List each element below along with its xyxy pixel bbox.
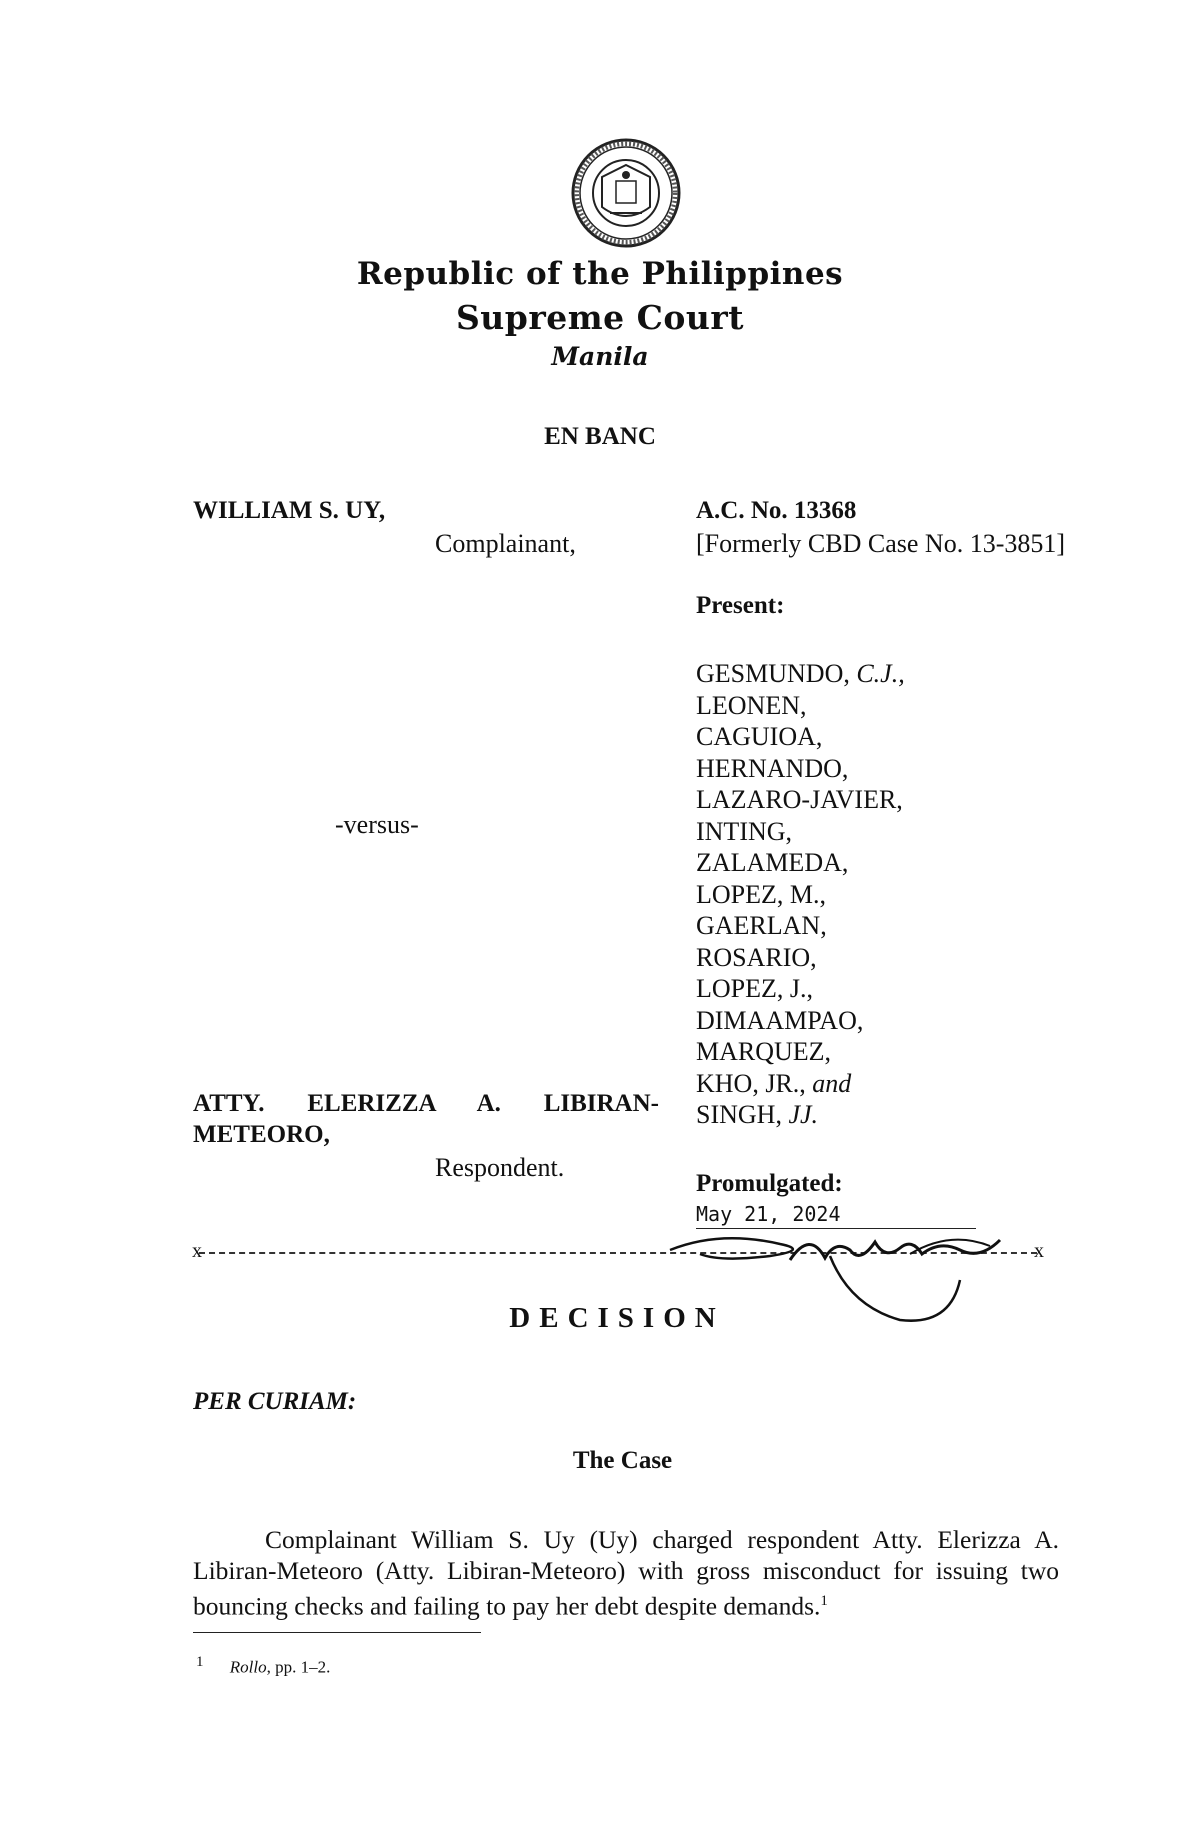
division-label: EN BANC: [544, 423, 656, 450]
present-label: Present:: [696, 592, 785, 619]
respondent-role: Respondent.: [435, 1153, 565, 1182]
footnote-reference: 1: [820, 1593, 828, 1609]
complainant-role: Complainant,: [435, 529, 576, 558]
versus-label: -versus-: [335, 810, 419, 839]
footnote-rule: [193, 1632, 481, 1633]
header-court: Supreme Court: [455, 298, 745, 337]
justice-entry: ZALAMEDA,: [696, 848, 849, 877]
per-curiam-label: PER CURIAM:: [193, 1388, 357, 1415]
case-number: A.C. No. 13368: [696, 497, 857, 524]
header-republic: Republic of the Philippines: [356, 256, 844, 292]
supreme-court-seal-icon: [570, 137, 682, 249]
justice-entry: KHO, JR., and: [696, 1068, 852, 1098]
respondent-name-line2: METEORO,: [193, 1121, 330, 1148]
promulgated-date: May 21, 2024: [696, 1202, 841, 1226]
justice-entry: CAGUIOA,: [696, 722, 823, 751]
respondent-name-line1: ATTY. ELERIZZA A. LIBIRAN-: [193, 1090, 659, 1117]
justice-entry: INTING,: [696, 816, 793, 846]
separator-right-x: x: [1034, 1240, 1044, 1262]
justice-entry: LOPEZ, M.,: [696, 879, 826, 909]
justice-entry: DIMAAMPAO,: [696, 1005, 864, 1035]
decision-title: DECISION: [509, 1302, 725, 1334]
body-paragraph: Complainant William S. Uy (Uy) charged respondent Atty. Elerizza A. Libiran-Meteoro (Atty. Libiran-Meteoro) with gross misconduct for issuing two bouncing checks and failing to pay her debt despite demands.$^1$: [193, 1525, 1059, 1621]
footnote-pages: , pp. 1–2.: [266, 1657, 331, 1677]
justice-entry: GAERLAN,: [696, 911, 827, 940]
section-heading: The Case: [572, 1447, 673, 1474]
footnote-source: Rollo: [229, 1657, 267, 1677]
former-case-number: [Formerly CBD Case No. 13-3851]: [696, 529, 1066, 558]
footnote-number: 1: [196, 1654, 204, 1670]
justice-entry: ROSARIO,: [696, 942, 817, 972]
promulgated-label: Promulgated:: [696, 1170, 843, 1197]
justice-entry: LAZARO-JAVIER,: [696, 785, 903, 814]
separator-left-x: x: [192, 1240, 202, 1262]
complainant-name: WILLIAM S. UY,: [193, 497, 386, 524]
justice-entry: HERNANDO,: [696, 753, 849, 783]
justice-entry: LOPEZ, J.,: [696, 974, 813, 1003]
justice-entry: LEONEN,: [696, 690, 807, 720]
justices-list: [696, 658, 905, 1131]
justice-entry: SINGH, JJ.: [696, 1100, 819, 1129]
justice-entry: GESMUNDO, C.J.,: [696, 659, 905, 688]
justice-entry: MARQUEZ,: [696, 1037, 832, 1066]
header-city: Manila: [551, 342, 649, 371]
footnote: [196, 1654, 330, 1678]
